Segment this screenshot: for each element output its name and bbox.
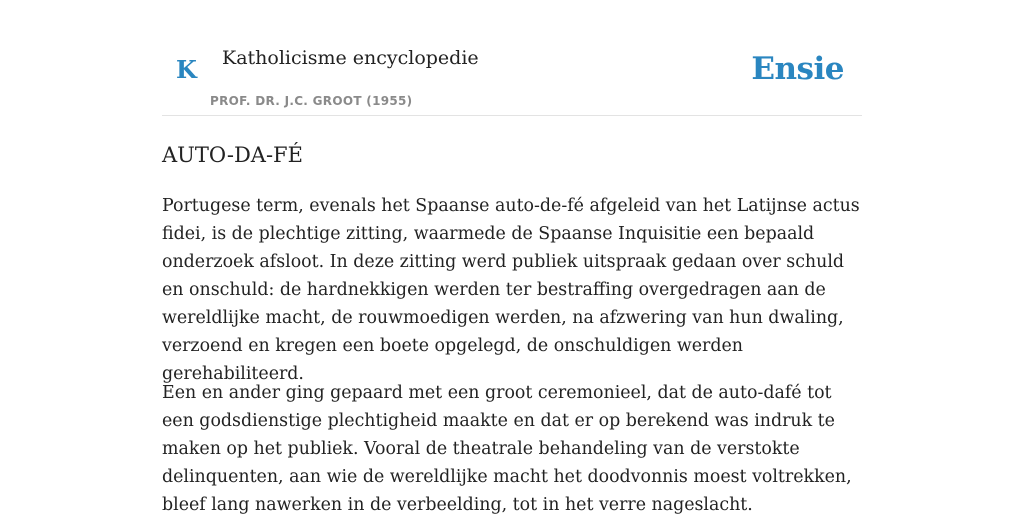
ensie-logo[interactable]: Ensie (751, 51, 844, 87)
encyclopedia-logo[interactable]: K (176, 55, 197, 84)
header (162, 0, 862, 116)
entry-title: AUTO-DA-FÉ (162, 143, 303, 167)
page-container (162, 0, 862, 515)
entry-paragraph-2: Een en ander ging gepaard met een groot ceremonieel, dat de auto-dafé tot een godsdienstige plechtigheid maakte en dat er op berekend was indruk te maken op het publiek. Vooral de theatrale behandeling van de verstokte delinquenten, aan wie de wereldlijke macht het doodvonnis moest voltrekken, bleef lang nawerken in de verbeelding, tot in het verre nageslacht. (162, 383, 852, 515)
entry-paragraph-1: Portugese term, evenals het Spaanse auto-de-fé afgeleid van het Latijnse actus fidei, is de plechtige zitting, waarmede de Spaanse Inquisitie een bepaald onderzoek afsloot. In deze zitting werd publiek uitspraak gedaan over schuld en onschuld: de hardnekkigen werden ter bestraffing overgedragen aan de wereldlijke macht, de rouwmoedigen werden, na afzwering van hun dwaling, verzoend en kregen een boete opgelegd, de onschuldigen werden gerehabiliteerd. (162, 196, 860, 384)
encyclopedia-title-link[interactable]: Katholicisme encyclopedie (222, 47, 479, 69)
author-link[interactable]: PROF. DR. J.C. GROOT (1955) (210, 94, 413, 108)
